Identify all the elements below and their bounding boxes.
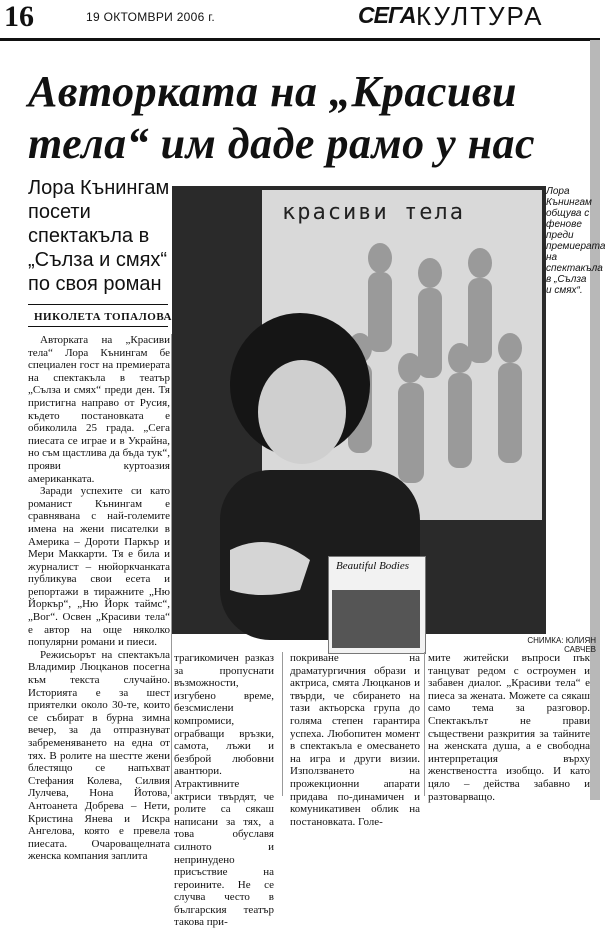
article-headline: Авторката на „Красиви тела“ им даде рамо у нас	[28, 67, 536, 168]
body-column-3	[290, 652, 420, 828]
author-rule-bottom	[28, 326, 168, 327]
article-subhead: Лора Кънингам посети спектакъла в „Сълза и смях“ по своя роман	[28, 177, 170, 295]
issue-date: 19 ОКТОМВРИ 2006 г.	[86, 10, 216, 24]
column-rule	[282, 652, 283, 796]
newspaper-brand: СЕГА	[358, 2, 416, 28]
photo-credit: СНИМКА: ЮЛИЯН САВЧЕВ	[527, 636, 596, 654]
header-rule	[0, 38, 600, 41]
photo-caption: Лора Кънингам общува с феновe преди премиерата на спектакъла в „Сълза и смях“.	[546, 186, 605, 296]
paragraph: покриване на драматургичния образи и актриса, смята Люцканов и твърди, че сбирането на тази актьорска група до голяма степен гарантира успеха. Любопитен момент в спектакъла е омесването на игра и други визии. Използването на прожекционни апарати придава по-динамичен и комуникативен облик на постановката. Голе-	[290, 652, 420, 828]
paragraph: мите житейски въпроси пък танцуват редом с остроумен и забавен диалог. „Красиви тела“ е пиеса за жената. Можете са сякаш само тема за разговор. Спектакълът не прави съществени разкрития за тайните на женската душа, а е свободна интерпретация върху женствеността изобщо. И като цяло – действа забавно и разтоварващо.	[428, 652, 590, 803]
body-column-4	[428, 652, 590, 803]
column-rule	[424, 652, 425, 796]
body-column-1	[28, 334, 170, 863]
poster-title: красиви тела	[282, 200, 465, 225]
page-number: 16	[4, 0, 34, 33]
book-title: Beautiful Bodies	[336, 560, 410, 572]
column-rule	[171, 334, 172, 794]
paragraph: Авторката на „Красиви тела“ Лора Кънингам бе специален гост на премиерата на спектакъла в театър „Сълза и смях“ преди ден. Тя пристигна направо от Русия, където постановката е обиколила 25 града. „Сега пиесата се играе и в Украйна, но съм щастлива да бъда тук“, прояви куртоазия американката.	[28, 334, 170, 485]
article-author: НИКОЛЕТА ТОПАЛОВА	[34, 311, 172, 323]
author-rule-top	[28, 304, 168, 305]
section-label: КУЛТУРА	[416, 1, 544, 31]
page-edge	[590, 40, 600, 800]
paragraph: Режисьорът на спектакъла Владимир Люцканов посегна към текста случайно. Историята е за шест приятелки около 30-те, които се събират в бурна зимна вечер, за да отпразнуват забременяването на една от тях. В ролите на шестте жени блестящо се напъхват Стефания Колева, Силвия Лулчева, Нона Йотова, Антоанета Добрева – Нети, Кристина Янева и Искра Ангелова, която е превела пиесата. Очароващелната женска компания заплита	[28, 648, 170, 863]
paragraph: трагикомичен разказ за пропуснати възможности, изгубено време, безсмислени компромиси, ограбващи връзки, самота, лъжи и безброй любовни авантюри. Атрактивните актриси твърдят, че ролите са сякаш написани за тях, а това обуславя силното и непринудено присъствие на героините. Не се случва често в българския театър такова при-	[174, 652, 274, 929]
paragraph: Заради успехите си като романист Кънингам е сравнявана с най-големите имена на жени писателки в Америка – Дороти Паркър и Мери Маккарти. Тя е била и журналист – нюйоркчанката публикува свои есета и репортажи в тиражните „Ню Йоркър“, „Ню Йорк таймс“, „Вог“. Освен „Красиви тела“ е автор на още няколко популярни романи и пиеси.	[28, 485, 170, 649]
book-cover-photo	[332, 590, 420, 648]
body-column-2	[174, 652, 274, 929]
